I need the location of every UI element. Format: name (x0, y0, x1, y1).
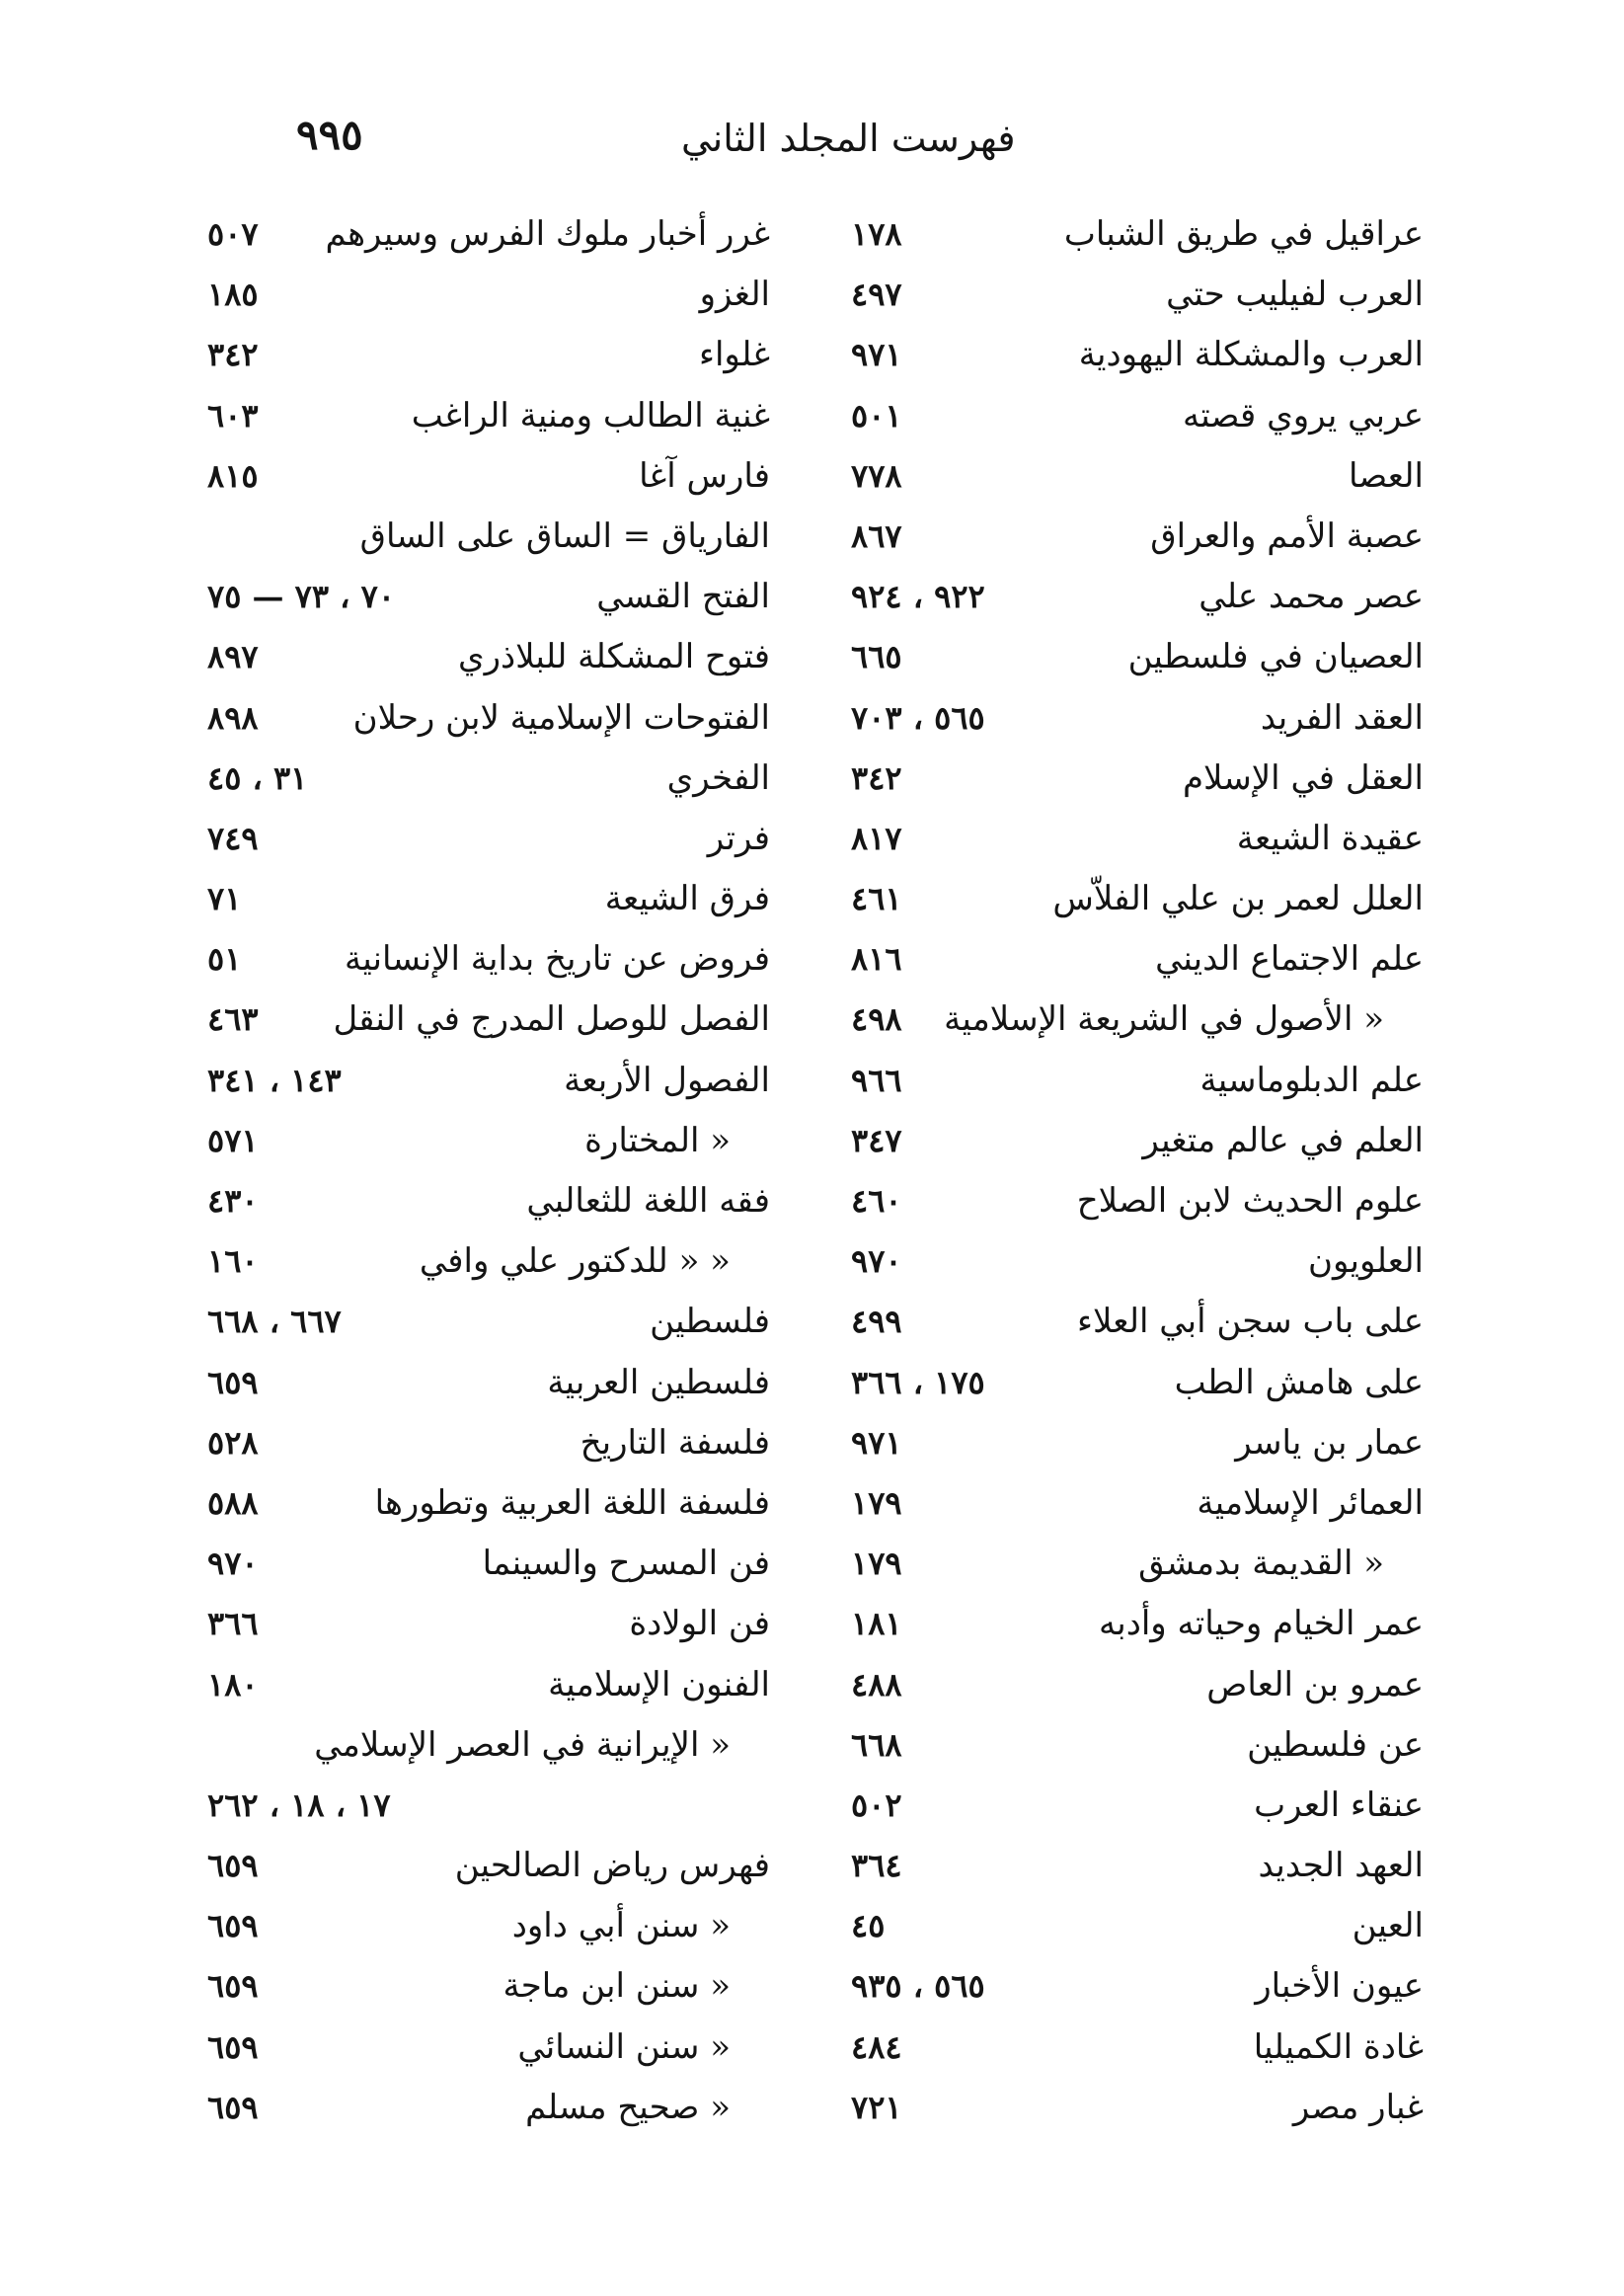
entry-title: فرتر (707, 818, 770, 858)
entry-title: « الأصول في الشريعة الإسلامية (944, 999, 1384, 1040)
entry-title: « المختارة (584, 1120, 731, 1160)
index-entry (207, 1662, 770, 1722)
entry-pages: ٧٧٨ (851, 456, 902, 495)
index-entry (831, 695, 1424, 755)
entry-pages: ١٨١ (851, 1605, 902, 1643)
index-entry (831, 1360, 1424, 1420)
entry-pages: ٦٥٩ (207, 1363, 259, 1401)
entry-title: فارس آغا (639, 455, 770, 496)
entry-title: الفنون الإسلامية (548, 1664, 770, 1704)
entry-pages: ٩٢٢ ، ٩٢٤ (851, 578, 985, 616)
entry-pages: ٦٥٩ (207, 1847, 259, 1885)
index-entry (831, 272, 1424, 332)
index-entry (831, 1420, 1424, 1480)
entry-pages: ٥٠٧ (207, 215, 259, 253)
index-entry (831, 1299, 1424, 1359)
entry-pages: ٣١ ، ٤٥ (207, 758, 308, 797)
entry-pages: ٧٢١ (851, 2088, 902, 2126)
entry-title: « سنن أبي داود (511, 1906, 731, 1946)
entry-pages: ٥٧١ (207, 1121, 259, 1159)
entry-title: العمائر الإسلامية (1197, 1482, 1424, 1523)
index-entry (831, 1601, 1424, 1661)
index-entry (831, 1480, 1424, 1541)
entry-title: العرب والمشكلة اليهودية (1078, 335, 1424, 375)
entry-pages: ١٦٠ (207, 1242, 259, 1281)
index-entry (831, 393, 1424, 453)
index-entry (831, 332, 1424, 392)
index-entry (207, 574, 770, 634)
entry-title: على باب سجن أبي العلاء (1077, 1302, 1424, 1342)
index-entry (207, 211, 770, 272)
entry-title: غادة الكميليا (1253, 2026, 1424, 2067)
entry-title: عصبة الأمم والعراق (1150, 515, 1424, 556)
index-entry (831, 1541, 1424, 1601)
entry-title: « صحيح مسلم (525, 2087, 731, 2127)
index-entry (831, 1238, 1424, 1299)
entry-pages: ٨١٧ (851, 819, 902, 857)
entry-pages: ٩٧١ (851, 336, 902, 374)
entry-title: « القديمة بدمشق (1138, 1544, 1384, 1584)
index-entry (207, 1420, 770, 1480)
entry-title: فهرس رياض الصالحين (454, 1846, 770, 1886)
index-entry (831, 1722, 1424, 1782)
entry-pages: ٥٦٥ ، ٩٣٥ (851, 1967, 985, 2006)
entry-pages: ٩٦٦ (851, 1061, 902, 1099)
index-entry (207, 1178, 770, 1238)
index-entry (831, 816, 1424, 876)
entry-pages: ٦٠٣ (207, 396, 259, 435)
entry-pages: ٤٦٠ (851, 1182, 902, 1220)
index-entry (207, 634, 770, 694)
index-entry (207, 695, 770, 755)
entry-pages: ٤٨٤ (851, 2027, 902, 2066)
entry-title: « سنن ابن ماجة (503, 1966, 731, 2007)
index-entry (207, 1118, 770, 1178)
entry-title: « الإيرانية في العصر الإسلامي (314, 1724, 731, 1765)
entry-pages: ٨٩٨ (207, 698, 259, 737)
entry-title: فلسفة اللغة العربية وتطورها (374, 1482, 770, 1523)
index-entry (207, 2024, 770, 2085)
index-entry (207, 1058, 770, 1118)
index-entry (831, 936, 1424, 996)
index-entry (207, 1782, 770, 1843)
entry-pages: ١٨٠ (207, 1665, 259, 1703)
entry-title: العقد الفريد (1260, 697, 1424, 738)
entry-title: علوم الحديث لابن الصلاح (1076, 1181, 1424, 1221)
index-entry (831, 1782, 1424, 1843)
entry-title: الفخري (666, 757, 770, 798)
entry-pages: ١٧٥ ، ٣٦٦ (851, 1363, 985, 1401)
running-title: فهرست المجلد الثاني (681, 117, 1016, 160)
entry-title: العقل في الإسلام (1182, 757, 1424, 798)
index-entry (207, 936, 770, 996)
index-entry (207, 1238, 770, 1299)
entry-title: الغزو (699, 275, 770, 315)
index-entry (831, 634, 1424, 694)
entry-pages: ٦٥٩ (207, 2088, 259, 2126)
index-entry (831, 1903, 1424, 1963)
entry-pages: ٤٣٠ (207, 1182, 259, 1220)
entry-pages: ٤٩٩ (851, 1303, 902, 1341)
index-entry (831, 876, 1424, 936)
entry-title: العرب لفيليب حتي (1166, 275, 1424, 315)
entry-pages: ٩٧١ (851, 1423, 902, 1462)
entry-title: العصيان في فلسطين (1127, 637, 1424, 677)
index-entry (207, 2085, 770, 2145)
index-entry (207, 332, 770, 392)
entry-title: عمار بن ياسر (1235, 1422, 1424, 1463)
entry-pages: ١٧٩ (851, 1483, 902, 1522)
entry-pages: ٩٧٠ (851, 1242, 902, 1281)
entry-title: عقيدة الشيعة (1236, 818, 1424, 858)
entry-title: فقه اللغة للثعالبي (526, 1181, 770, 1221)
page-header (0, 111, 1624, 176)
index-entry (207, 393, 770, 453)
entry-title: الفارياق = الساق على الساق (359, 515, 770, 556)
index-entry (207, 1843, 770, 1903)
entry-pages: ٤٦٣ (207, 1000, 259, 1039)
index-entry (207, 996, 770, 1057)
index-entry (831, 514, 1424, 574)
entry-title: الفتح القسي (596, 577, 770, 617)
index-entry (831, 1058, 1424, 1118)
entry-pages: ٣٦٤ (851, 1847, 902, 1885)
entry-title: عربي يروي قصته (1183, 395, 1424, 435)
entry-title: العهد الجديد (1258, 1846, 1424, 1886)
entry-title: فلسفة التاريخ (580, 1422, 770, 1463)
index-entry (207, 1722, 770, 1782)
index-entry (207, 453, 770, 514)
index-entry (207, 514, 770, 574)
index-entry (207, 1903, 770, 1963)
entry-title: عنقاء العرب (1254, 1784, 1424, 1825)
entry-title: غنية الطالب ومنية الراغب (411, 395, 770, 435)
entry-title: الفصل للوصل المدرج في النقل (333, 999, 770, 1040)
entry-pages: ٨١٥ (207, 456, 259, 495)
index-entry (831, 1843, 1424, 1903)
index-entry (207, 272, 770, 332)
entry-title: عمر الخيام وحياته وأدبه (1099, 1604, 1424, 1644)
entry-pages: ٤٩٨ (851, 1000, 902, 1039)
index-entry (831, 211, 1424, 272)
entry-pages: ٨٦٧ (851, 516, 902, 555)
entry-title: غرر أخبار ملوك الفرس وسيرهم (325, 214, 770, 254)
index-entry (207, 816, 770, 876)
entry-title: العلم في عالم متغير (1142, 1120, 1424, 1160)
entry-title: فلسطين (650, 1302, 770, 1342)
entry-title: غبار مصر (1292, 2087, 1424, 2127)
index-entry (207, 1541, 770, 1601)
entry-pages: ٥٨٨ (207, 1483, 259, 1522)
entry-pages: ٣٦٦ (207, 1605, 259, 1643)
entry-pages: ٥٠٢ (851, 1785, 902, 1824)
entry-pages: ٥٠١ (851, 396, 902, 435)
entry-pages: ٦٥٩ (207, 2027, 259, 2066)
entry-pages: ٦٦٨ (851, 1725, 902, 1764)
entry-pages: ٥٦٥ ، ٧٠٣ (851, 698, 985, 737)
entry-title: فن الولادة (629, 1604, 770, 1644)
entry-pages: ١٧٩ (851, 1544, 902, 1583)
entry-pages: ١٨٥ (207, 276, 259, 314)
entry-pages: ١٤٣ ، ٣٤١ (207, 1061, 342, 1099)
entry-pages: ٧٠ ، ٧٣ — ٧٥ (207, 578, 396, 616)
entry-title: عيون الأخبار (1255, 1966, 1424, 2007)
index-entry (207, 1360, 770, 1420)
entry-title: « سنن النسائي (517, 2026, 731, 2067)
entry-pages: ٦٦٥ (851, 638, 902, 676)
entry-pages: ٦٥٩ (207, 1907, 259, 1945)
entry-title: العلويون (1307, 1241, 1424, 1282)
index-entry (831, 1178, 1424, 1238)
entry-pages: ٤٨٨ (851, 1665, 902, 1703)
entry-title: الفصول الأربعة (564, 1060, 770, 1100)
entry-pages: ٤٥ (851, 1907, 886, 1945)
entry-title: العلل لعمر بن علي الفلاّس (1052, 879, 1424, 919)
entry-title: العين (1352, 1906, 1424, 1946)
entry-pages: ١٧ ، ١٨ ، ٢٦٢ (207, 1785, 391, 1824)
index-entry (831, 574, 1424, 634)
entry-pages: ٤٦١ (851, 880, 902, 918)
entry-pages: ٧٤٩ (207, 819, 259, 857)
entry-title: عن فلسطين (1247, 1724, 1424, 1765)
entry-pages: ١٧٨ (851, 215, 902, 253)
entry-title: علم الاجتماع الديني (1155, 939, 1424, 980)
entry-pages: ٦٦٧ ، ٦٦٨ (207, 1303, 342, 1341)
entry-title: عمرو بن العاص (1206, 1664, 1424, 1704)
index-entry (207, 876, 770, 936)
entry-title: « « للدكتور علي وافي (419, 1241, 731, 1282)
entry-pages: ٤٩٧ (851, 276, 902, 314)
entry-title: علم الدبلوماسية (1199, 1060, 1424, 1100)
entry-title: على هامش الطب (1174, 1362, 1424, 1402)
entry-pages: ٣٤٧ (851, 1121, 902, 1159)
entry-title: غلواء (698, 335, 770, 375)
index-entry (831, 2024, 1424, 2085)
index-entry (207, 1601, 770, 1661)
entry-pages: ٧١ (207, 880, 242, 918)
entry-pages: ٣٤٢ (851, 758, 902, 797)
entry-title: فن المسرح والسينما (482, 1544, 770, 1584)
entry-pages: ٨١٦ (851, 940, 902, 979)
index-entry (207, 1963, 770, 2023)
entry-title: العصا (1348, 455, 1424, 496)
index-column-left (207, 211, 770, 2145)
entry-pages: ٣٤٢ (207, 336, 259, 374)
entry-pages: ٥١ (207, 940, 242, 979)
entry-title: فلسطين العربية (547, 1362, 770, 1402)
entry-pages: ٥٢٨ (207, 1423, 259, 1462)
entry-title: عراقيل في طريق الشباب (1063, 214, 1424, 254)
entry-title: فتوح المشكلة للبلاذري (457, 637, 770, 677)
entry-pages: ٩٧٠ (207, 1544, 259, 1583)
index-entry (207, 1480, 770, 1541)
index-entry (831, 755, 1424, 816)
entry-title: الفتوحات الإسلامية لابن رحلان (352, 697, 770, 738)
index-entry (831, 453, 1424, 514)
index-entry (831, 996, 1424, 1057)
entry-title: فرق الشيعة (604, 879, 770, 919)
entry-title: عصر محمد علي (1199, 577, 1424, 617)
entry-pages: ٨٩٧ (207, 638, 259, 676)
index-entry (207, 1299, 770, 1359)
index-entry (831, 2085, 1424, 2145)
entry-title: فروض عن تاريخ بداية الإنسانية (345, 939, 770, 980)
index-entry (831, 1963, 1424, 2023)
index-entry (207, 755, 770, 816)
entry-pages: ٦٥٩ (207, 1967, 259, 2006)
page-number: ٩٩٥ (296, 111, 363, 159)
index-entry (831, 1662, 1424, 1722)
index-entry (831, 1118, 1424, 1178)
index-column-right (831, 211, 1424, 2145)
